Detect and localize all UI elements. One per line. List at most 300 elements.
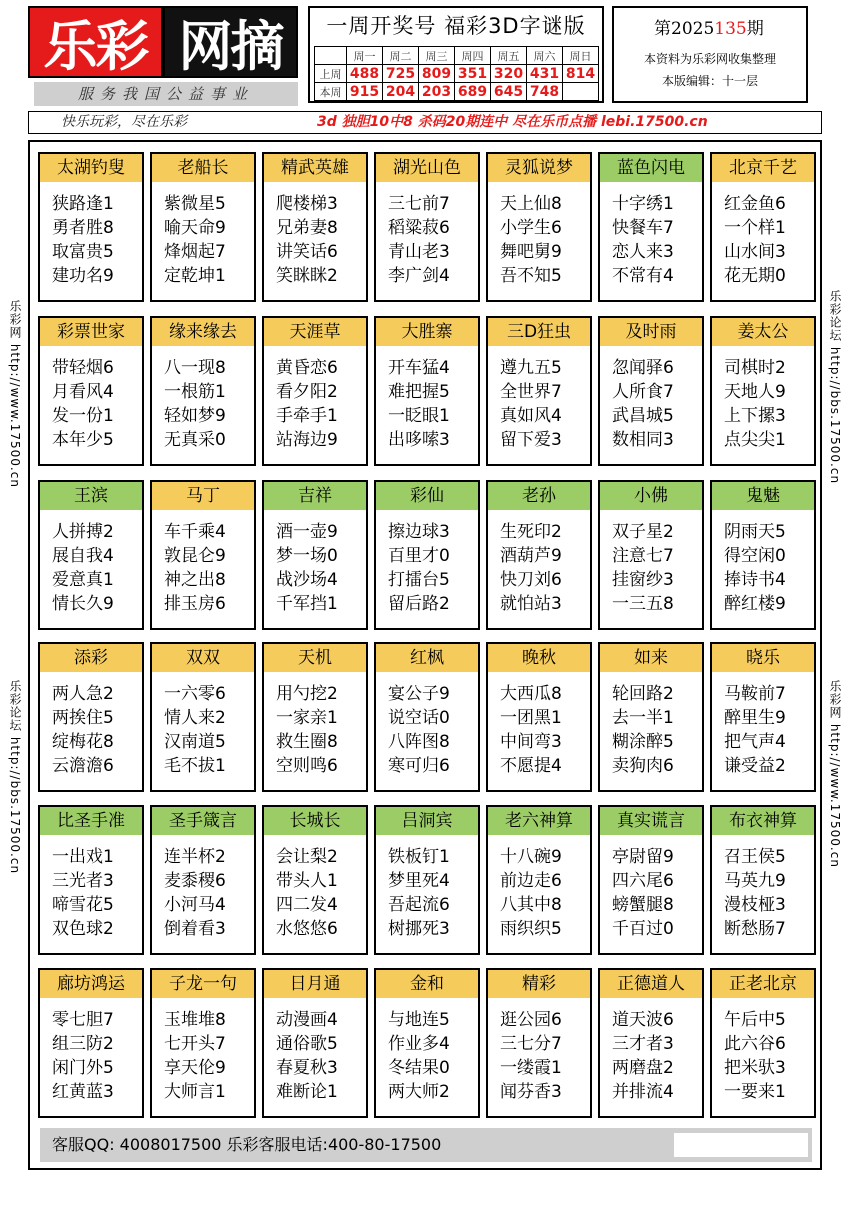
card-title: 天机 bbox=[264, 644, 366, 672]
riddle-line: 一团黑1 bbox=[500, 708, 562, 728]
forecast-card bbox=[374, 480, 480, 630]
riddle-line: 遵九五5 bbox=[500, 358, 562, 378]
riddle-line: 兄弟妻8 bbox=[276, 218, 338, 238]
riddle-line: 树挪死3 bbox=[388, 919, 450, 939]
card-title: 老六神算 bbox=[488, 807, 590, 835]
draw-number: 814 bbox=[563, 65, 599, 83]
card-title: 马丁 bbox=[152, 482, 254, 510]
card-lines bbox=[388, 520, 450, 616]
riddle-line: 战沙场4 bbox=[276, 570, 338, 590]
card-lines bbox=[388, 1008, 450, 1104]
card-lines bbox=[52, 356, 114, 452]
forecast-card bbox=[374, 316, 480, 466]
card-lines bbox=[612, 845, 674, 941]
riddle-line: 快刀刘6 bbox=[500, 570, 562, 590]
riddle-line: 就怕站3 bbox=[500, 594, 562, 614]
riddle-line: 汉南道5 bbox=[164, 732, 226, 752]
forecast-card bbox=[38, 805, 144, 955]
card-lines bbox=[500, 520, 562, 616]
riddle-line: 黄昏恋6 bbox=[276, 358, 338, 378]
forecast-card bbox=[150, 968, 256, 1118]
results-table bbox=[314, 46, 599, 101]
day-header: 周三 bbox=[419, 47, 455, 65]
riddle-line: 千军挡1 bbox=[276, 594, 338, 614]
riddle-line: 中间弯3 bbox=[500, 732, 562, 752]
forecast-card bbox=[262, 642, 368, 792]
riddle-line: 捧诗书4 bbox=[724, 570, 786, 590]
card-lines bbox=[500, 192, 562, 288]
riddle-line: 前边走6 bbox=[500, 871, 562, 891]
draw-number bbox=[563, 83, 599, 101]
card-lines bbox=[724, 356, 786, 452]
riddle-line: 玉堆堆8 bbox=[164, 1010, 226, 1030]
issue-suffix: 期 bbox=[746, 19, 764, 39]
draw-number: 488 bbox=[347, 65, 383, 83]
riddle-line: 醉里生9 bbox=[724, 708, 786, 728]
riddle-line: 毛不拔1 bbox=[164, 756, 226, 776]
riddle-line: 勇者胜8 bbox=[52, 218, 114, 238]
card-lines bbox=[52, 682, 114, 778]
riddle-line: 卖狗肉6 bbox=[612, 756, 674, 776]
ticker-bar bbox=[28, 111, 822, 134]
card-lines bbox=[500, 845, 562, 941]
forecast-card bbox=[262, 316, 368, 466]
issue-num: 135 bbox=[714, 19, 747, 39]
riddle-line: 寒可归6 bbox=[388, 756, 450, 776]
riddle-line: 小学生6 bbox=[500, 218, 562, 238]
card-lines bbox=[388, 192, 450, 288]
riddle-line: 建功名9 bbox=[52, 266, 114, 286]
riddle-line: 三才者3 bbox=[612, 1034, 674, 1054]
riddle-line: 水悠悠6 bbox=[276, 919, 338, 939]
riddle-line: 青山老3 bbox=[388, 242, 450, 262]
card-lines bbox=[612, 1008, 674, 1104]
riddle-line: 梦里死4 bbox=[388, 871, 450, 891]
riddle-line: 酒一壶9 bbox=[276, 522, 338, 542]
forecast-card bbox=[710, 316, 816, 466]
card-lines bbox=[500, 1008, 562, 1104]
draw-number: 351 bbox=[455, 65, 491, 83]
this-week-label: 本周 bbox=[315, 83, 347, 101]
riddle-line: 人拼搏2 bbox=[52, 522, 114, 542]
riddle-line: 享天伦9 bbox=[164, 1058, 226, 1078]
forecast-card bbox=[486, 805, 592, 955]
forecast-card bbox=[374, 805, 480, 955]
riddle-line: 作业多4 bbox=[388, 1034, 450, 1054]
riddle-line: 动漫画4 bbox=[276, 1010, 338, 1030]
days-row bbox=[315, 47, 599, 65]
card-lines bbox=[500, 682, 562, 778]
last-week-row bbox=[315, 65, 599, 83]
card-title: 湖光山色 bbox=[376, 154, 478, 182]
card-title: 添彩 bbox=[40, 644, 142, 672]
card-lines bbox=[612, 682, 674, 778]
forecast-card bbox=[486, 642, 592, 792]
riddle-line: 情人来2 bbox=[164, 708, 226, 728]
forecast-card bbox=[374, 642, 480, 792]
riddle-line: 雨织织5 bbox=[500, 919, 562, 939]
forecast-card bbox=[486, 152, 592, 302]
riddle-line: 小河马4 bbox=[164, 895, 226, 915]
riddle-line: 两磨盘2 bbox=[612, 1058, 674, 1078]
card-title: 真实谎言 bbox=[600, 807, 702, 835]
riddle-line: 午后中5 bbox=[724, 1010, 786, 1030]
forecast-card bbox=[598, 805, 704, 955]
logo-red-block bbox=[28, 6, 163, 78]
card-lines bbox=[276, 520, 338, 616]
forecast-card bbox=[38, 316, 144, 466]
riddle-line: 双色球2 bbox=[52, 919, 114, 939]
riddle-line: 两大师2 bbox=[388, 1082, 450, 1102]
day-header: 周二 bbox=[383, 47, 419, 65]
card-title: 布衣神算 bbox=[712, 807, 814, 835]
card-lines bbox=[52, 1008, 114, 1104]
riddle-line: 漫枝桠3 bbox=[724, 895, 786, 915]
card-title: 吉祥 bbox=[264, 482, 366, 510]
footer-bar bbox=[40, 1128, 812, 1162]
forecast-card bbox=[598, 642, 704, 792]
riddle-line: 讲笑话6 bbox=[276, 242, 338, 262]
card-title: 金和 bbox=[376, 970, 478, 998]
riddle-line: 云澹澹6 bbox=[52, 756, 114, 776]
riddle-line: 组三防2 bbox=[52, 1034, 114, 1054]
riddle-line: 人所食7 bbox=[612, 382, 674, 402]
riddle-line: 本年少5 bbox=[52, 430, 114, 450]
draw-number: 645 bbox=[491, 83, 527, 101]
card-lines bbox=[388, 682, 450, 778]
riddle-line: 逛公园6 bbox=[500, 1010, 562, 1030]
forecast-card bbox=[38, 480, 144, 630]
riddle-line: 一出戏1 bbox=[52, 847, 114, 867]
forecast-card bbox=[486, 480, 592, 630]
riddle-line: 说空话0 bbox=[388, 708, 450, 728]
riddle-line: 敦昆仑9 bbox=[164, 546, 226, 566]
riddle-line: 开车猛4 bbox=[388, 358, 450, 378]
riddle-line: 救生圈8 bbox=[276, 732, 338, 752]
card-lines bbox=[724, 682, 786, 778]
card-lines bbox=[276, 682, 338, 778]
draw-number: 915 bbox=[347, 83, 383, 101]
forecast-card bbox=[486, 968, 592, 1118]
issue-prefix: 第2025 bbox=[654, 19, 715, 39]
riddle-line: 会让梨2 bbox=[276, 847, 338, 867]
riddle-line: 八其中8 bbox=[500, 895, 562, 915]
riddle-line: 通俗歌5 bbox=[276, 1034, 338, 1054]
card-lines bbox=[52, 192, 114, 288]
riddle-line: 闻芬香3 bbox=[500, 1082, 562, 1102]
riddle-line: 一三五8 bbox=[612, 594, 674, 614]
riddle-line: 三七分7 bbox=[500, 1034, 562, 1054]
riddle-line: 七开头7 bbox=[164, 1034, 226, 1054]
draw-number: 725 bbox=[383, 65, 419, 83]
source-note: 本资料为乐彩网收集整理 bbox=[643, 52, 776, 66]
issue-info-box bbox=[612, 6, 808, 103]
forecast-card bbox=[262, 968, 368, 1118]
logo-left-text: 乐彩 bbox=[43, 14, 148, 78]
riddle-line: 真如风4 bbox=[500, 406, 562, 426]
riddle-line: 情长久9 bbox=[52, 594, 114, 614]
riddle-line: 零七胆7 bbox=[52, 1010, 114, 1030]
riddle-line: 亭尉留9 bbox=[612, 847, 674, 867]
riddle-line: 把米驮3 bbox=[724, 1058, 786, 1078]
riddle-line: 忽闻驿6 bbox=[612, 358, 674, 378]
forecast-card bbox=[710, 480, 816, 630]
footer-contact: 客服QQ: 4008017500 乐彩客服电话:400-80-17500 bbox=[52, 1135, 442, 1154]
riddle-line: 舞吧舅9 bbox=[500, 242, 562, 262]
card-title: 彩票世家 bbox=[40, 318, 142, 346]
riddle-line: 一根筋1 bbox=[164, 382, 226, 402]
forecast-card bbox=[710, 968, 816, 1118]
editor-note: 本版编辑：十一层 bbox=[661, 74, 758, 88]
riddle-line: 快餐车7 bbox=[612, 218, 674, 238]
riddle-line: 笑眯眯2 bbox=[276, 266, 338, 286]
riddle-line: 喻天命9 bbox=[164, 218, 226, 238]
riddle-line: 擦边球3 bbox=[388, 522, 450, 542]
card-title: 老船长 bbox=[152, 154, 254, 182]
riddle-line: 排玉房6 bbox=[164, 594, 226, 614]
side-text-right-top: 乐彩论坛 http://bbs.17500.cn bbox=[828, 290, 842, 485]
riddle-line: 取富贵5 bbox=[52, 242, 114, 262]
card-title: 鬼魅 bbox=[712, 482, 814, 510]
riddle-line: 召王侯5 bbox=[724, 847, 786, 867]
forecast-card bbox=[150, 480, 256, 630]
forecast-card bbox=[598, 316, 704, 466]
riddle-line: 一缕霞1 bbox=[500, 1058, 562, 1078]
forecast-card bbox=[262, 152, 368, 302]
riddle-line: 三光者3 bbox=[52, 871, 114, 891]
riddle-line: 春夏秋3 bbox=[276, 1058, 338, 1078]
forecast-card bbox=[598, 480, 704, 630]
riddle-line: 难把握5 bbox=[388, 382, 450, 402]
card-title: 红枫 bbox=[376, 644, 478, 672]
forecast-card bbox=[374, 152, 480, 302]
card-lines bbox=[52, 845, 114, 941]
riddle-line: 司棋时2 bbox=[724, 358, 786, 378]
slogan: 服务我国公益事业 bbox=[34, 82, 298, 106]
card-title: 缘来缘去 bbox=[152, 318, 254, 346]
card-lines bbox=[276, 356, 338, 452]
day-header: 周五 bbox=[491, 47, 527, 65]
card-lines bbox=[612, 356, 674, 452]
card-lines bbox=[612, 192, 674, 288]
card-lines bbox=[164, 520, 226, 616]
riddle-line: 吾不知5 bbox=[500, 266, 562, 286]
riddle-line: 闲门外5 bbox=[52, 1058, 114, 1078]
card-title: 大胜寨 bbox=[376, 318, 478, 346]
forecast-card bbox=[38, 642, 144, 792]
riddle-line: 双子星2 bbox=[612, 522, 674, 542]
day-header: 周四 bbox=[455, 47, 491, 65]
card-lines bbox=[724, 520, 786, 616]
forecast-card bbox=[150, 152, 256, 302]
riddle-line: 恋人来3 bbox=[612, 242, 674, 262]
riddle-line: 花无期0 bbox=[724, 266, 786, 286]
logo bbox=[28, 6, 298, 103]
card-lines bbox=[500, 356, 562, 452]
card-title: 圣手箴言 bbox=[152, 807, 254, 835]
riddle-line: 红黄蓝3 bbox=[52, 1082, 114, 1102]
forecast-card bbox=[598, 968, 704, 1118]
riddle-line: 轮回路2 bbox=[612, 684, 674, 704]
riddle-line: 紫微星5 bbox=[164, 194, 226, 214]
riddle-line: 稻粱菽6 bbox=[388, 218, 450, 238]
ticker-promo-link[interactable]: 3d 独胆10中8 杀码20期连中 尽在乐币点播 lebi.17500.cn bbox=[317, 114, 708, 130]
card-lines bbox=[724, 192, 786, 288]
card-lines bbox=[164, 1008, 226, 1104]
riddle-line: 酒葫芦9 bbox=[500, 546, 562, 566]
riddle-line: 手牵手1 bbox=[276, 406, 338, 426]
riddle-line: 四六尾6 bbox=[612, 871, 674, 891]
riddle-line: 绽梅花8 bbox=[52, 732, 114, 752]
riddle-line: 车千乘4 bbox=[164, 522, 226, 542]
riddle-line: 看夕阳2 bbox=[276, 382, 338, 402]
card-title: 正德道人 bbox=[600, 970, 702, 998]
riddle-line: 三七前7 bbox=[388, 194, 450, 214]
draw-number: 204 bbox=[383, 83, 419, 101]
card-title: 比圣手准 bbox=[40, 807, 142, 835]
logo-right-text: 网摘 bbox=[178, 14, 283, 78]
riddle-line: 带头人1 bbox=[276, 871, 338, 891]
footer-blank-box bbox=[674, 1133, 808, 1157]
card-title: 精武英雄 bbox=[264, 154, 366, 182]
riddle-line: 狭路逢1 bbox=[52, 194, 114, 214]
riddle-line: 百里才0 bbox=[388, 546, 450, 566]
riddle-line: 大西瓜8 bbox=[500, 684, 562, 704]
riddle-line: 挂窗纱3 bbox=[612, 570, 674, 590]
riddle-line: 得空闲0 bbox=[724, 546, 786, 566]
riddle-line: 发一份1 bbox=[52, 406, 114, 426]
card-lines bbox=[52, 520, 114, 616]
forecast-card bbox=[150, 805, 256, 955]
riddle-line: 展自我4 bbox=[52, 546, 114, 566]
riddle-line: 不常有4 bbox=[612, 266, 674, 286]
riddle-line: 此六谷6 bbox=[724, 1034, 786, 1054]
forecast-card bbox=[710, 642, 816, 792]
riddle-line: 红金鱼6 bbox=[724, 194, 786, 214]
riddle-line: 武昌城5 bbox=[612, 406, 674, 426]
card-title: 北京千艺 bbox=[712, 154, 814, 182]
riddle-line: 倒着看3 bbox=[164, 919, 226, 939]
card-title: 日月通 bbox=[264, 970, 366, 998]
riddle-line: 爬楼梯3 bbox=[276, 194, 338, 214]
card-lines bbox=[276, 845, 338, 941]
riddle-line: 千百过0 bbox=[612, 919, 674, 939]
riddle-line: 无真采0 bbox=[164, 430, 226, 450]
riddle-line: 打擂台5 bbox=[388, 570, 450, 590]
forecast-card bbox=[710, 805, 816, 955]
riddle-line: 不愿提4 bbox=[500, 756, 562, 776]
riddle-line: 一六零6 bbox=[164, 684, 226, 704]
riddle-line: 全世界7 bbox=[500, 382, 562, 402]
riddle-line: 山水间3 bbox=[724, 242, 786, 262]
riddle-line: 连半杯2 bbox=[164, 847, 226, 867]
card-lines bbox=[388, 845, 450, 941]
riddle-line: 留下爱3 bbox=[500, 430, 562, 450]
riddle-line: 宴公子9 bbox=[388, 684, 450, 704]
forecast-card bbox=[38, 152, 144, 302]
riddle-line: 空则鸣6 bbox=[276, 756, 338, 776]
card-lines bbox=[612, 520, 674, 616]
riddle-line: 吾起流6 bbox=[388, 895, 450, 915]
riddle-line: 难断论1 bbox=[276, 1082, 338, 1102]
draw-number: 809 bbox=[419, 65, 455, 83]
riddle-line: 十八碗9 bbox=[500, 847, 562, 867]
side-text-right-bottom: 乐彩网 http://www.17500.cn bbox=[828, 680, 842, 868]
card-lines bbox=[388, 356, 450, 452]
card-title: 老孙 bbox=[488, 482, 590, 510]
riddle-line: 定乾坤1 bbox=[164, 266, 226, 286]
this-week-row bbox=[315, 83, 599, 101]
forecast-card bbox=[38, 968, 144, 1118]
riddle-line: 谦受益2 bbox=[724, 756, 786, 776]
riddle-line: 八一现8 bbox=[164, 358, 226, 378]
riddle-line: 十字绣1 bbox=[612, 194, 674, 214]
weekly-results-box bbox=[308, 6, 604, 103]
forecast-card bbox=[150, 642, 256, 792]
riddle-line: 铁板钉1 bbox=[388, 847, 450, 867]
results-title: 一周开奖号 福彩3D字谜版 bbox=[326, 14, 586, 38]
last-week-label: 上周 bbox=[315, 65, 347, 83]
card-title: 廊坊鸿运 bbox=[40, 970, 142, 998]
card-title: 蓝色闪电 bbox=[600, 154, 702, 182]
card-title: 及时雨 bbox=[600, 318, 702, 346]
card-title: 如来 bbox=[600, 644, 702, 672]
riddle-line: 啼雪花5 bbox=[52, 895, 114, 915]
riddle-line: 麦黍稷6 bbox=[164, 871, 226, 891]
riddle-line: 生死印2 bbox=[500, 522, 562, 542]
card-title: 三D狂虫 bbox=[488, 318, 590, 346]
forecast-card bbox=[374, 968, 480, 1118]
riddle-line: 两人急2 bbox=[52, 684, 114, 704]
side-text-left-top: 乐彩网 http://www.17500.cn bbox=[8, 300, 22, 488]
riddle-line: 道天波6 bbox=[612, 1010, 674, 1030]
riddle-line: 冬结果0 bbox=[388, 1058, 450, 1078]
riddle-line: 马鞍前7 bbox=[724, 684, 786, 704]
logo-black-block bbox=[163, 6, 298, 78]
card-title: 正老北京 bbox=[712, 970, 814, 998]
card-title: 晓乐 bbox=[712, 644, 814, 672]
riddle-line: 大师言1 bbox=[164, 1082, 226, 1102]
riddle-line: 站海边9 bbox=[276, 430, 338, 450]
riddle-line: 一要来1 bbox=[724, 1082, 786, 1102]
forecast-card bbox=[598, 152, 704, 302]
riddle-line: 断愁肠7 bbox=[724, 919, 786, 939]
card-title: 彩仙 bbox=[376, 482, 478, 510]
day-header: 周一 bbox=[347, 47, 383, 65]
card-lines bbox=[724, 845, 786, 941]
card-title: 太湖钓叟 bbox=[40, 154, 142, 182]
card-lines bbox=[164, 192, 226, 288]
riddle-line: 醉红楼9 bbox=[724, 594, 786, 614]
riddle-line: 烽烟起7 bbox=[164, 242, 226, 262]
side-text-left-bottom: 乐彩论坛 http://bbs.17500.cn bbox=[8, 680, 22, 875]
riddle-line: 月看风4 bbox=[52, 382, 114, 402]
card-lines bbox=[724, 1008, 786, 1104]
day-header: 周日 bbox=[563, 47, 599, 65]
forecast-card bbox=[262, 805, 368, 955]
card-lines bbox=[164, 356, 226, 452]
forecast-card bbox=[710, 152, 816, 302]
riddle-line: 螃蟹腿8 bbox=[612, 895, 674, 915]
riddle-line: 一眨眼1 bbox=[388, 406, 450, 426]
forecast-card bbox=[262, 480, 368, 630]
riddle-line: 阴雨天5 bbox=[724, 522, 786, 542]
riddle-line: 用勺挖2 bbox=[276, 684, 338, 704]
riddle-line: 带轻烟6 bbox=[52, 358, 114, 378]
card-lines bbox=[276, 1008, 338, 1104]
riddle-line: 马英九9 bbox=[724, 871, 786, 891]
card-title: 精彩 bbox=[488, 970, 590, 998]
